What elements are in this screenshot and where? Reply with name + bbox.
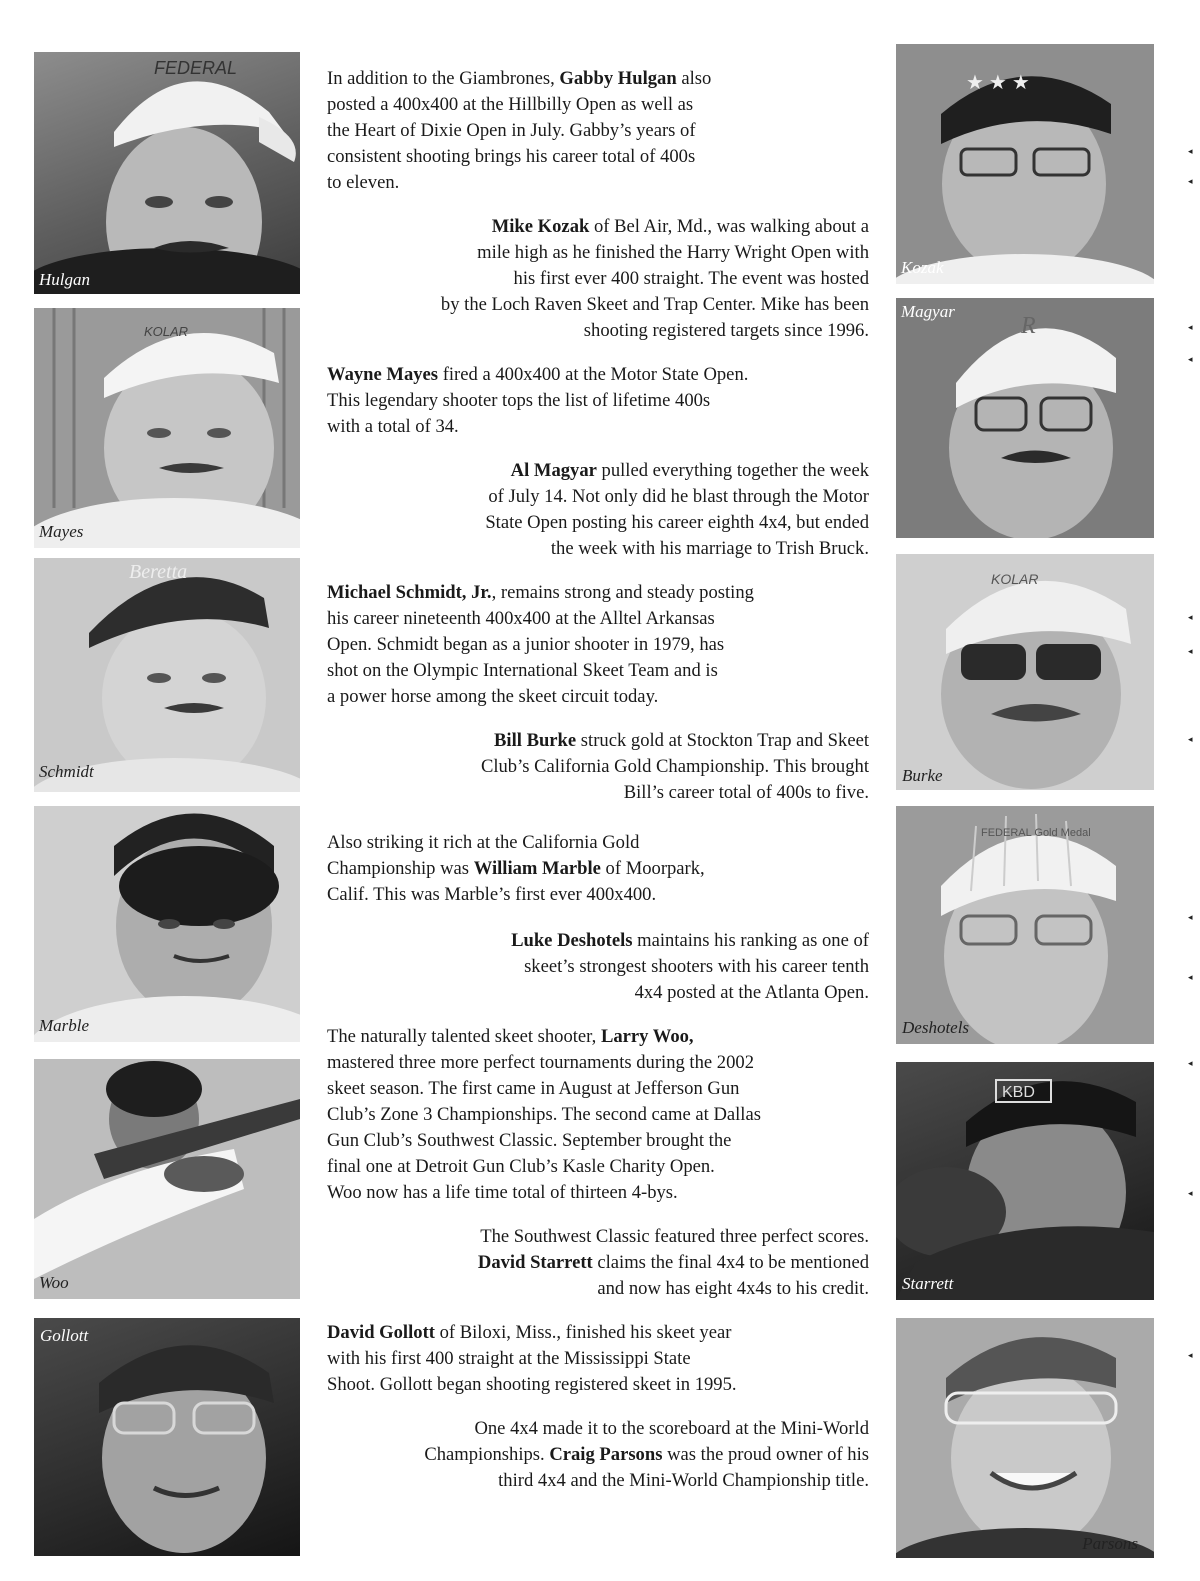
scan-mark: ◂ (1188, 972, 1193, 982)
name-magyar: Al Magyar (510, 460, 597, 481)
paragraph-kozak: Mike Kozak of Bel Air, Md., was walking about a mile high as he finished the Harry Wright Open with his first ever 400 straight. The event was hosted by the Loch Raven Skeet and Trap Center. Mike has been shooting registered targets since 1996. (440, 216, 869, 341)
photo-marble (34, 806, 300, 1042)
cap-logo-deshotels: FEDERAL Gold Medal (981, 827, 1091, 839)
caption-parsons: Parsons (1082, 1534, 1138, 1553)
scan-mark: ◂ (1188, 734, 1193, 744)
name-parsons: Craig Parsons (549, 1444, 663, 1465)
photo-kozak (896, 44, 1154, 284)
caption-mayes: Mayes (39, 522, 84, 541)
paragraph-mayes: Wayne Mayes fired a 400x400 at the Motor State Open. This legendary shooter tops the list of lifetime 400s with a total of 34. (327, 364, 749, 437)
portrait-parsons-image (896, 1318, 1154, 1558)
paragraph-marble: Also striking it rich at the California Gold Championship was William Marble of Moorpark, Calif. This was Marble’s first ever 400x400. (327, 832, 705, 905)
portrait-magyar-image (896, 298, 1154, 538)
photo-parsons (896, 1318, 1154, 1558)
name-hulgan: Gabby Hulgan (559, 68, 677, 89)
photo-mayes (34, 308, 300, 548)
scan-mark: ◂ (1188, 146, 1193, 156)
paragraph-hulgan: In addition to the Giambrones, Gabby Hulgan also posted a 400x400 at the Hillbilly Open as well as the Heart of Dixie Open in July. Gabby’s years of consistent shooting brings his career total of 400s to eleven. (327, 68, 712, 193)
name-deshotels: Luke Deshotels (511, 930, 633, 951)
cap-logo-hulgan: FEDERAL (154, 58, 238, 78)
paragraph-burke: Bill Burke struck gold at Stockton Trap and Skeet Club’s California Gold Championship. This brought Bill’s career total of 400s to five. (480, 730, 869, 803)
paragraph-schmidt: Michael Schmidt, Jr., remains strong and steady posting his career nineteenth 400x400 at the Alltel Arkansas Open. Schmidt began as a junior shooter in 1979, has shot on the Olympic International Skeet Team and is a power horse among the skeet circuit today. (327, 582, 754, 707)
photo-magyar (896, 298, 1154, 538)
paragraph-magyar: Al Magyar pulled everything together the week of July 14. Not only did he blast through the Motor State Open posting his career eighth 4x4, but ended the week with his marriage to Trish Bruck. (485, 460, 869, 559)
caption-starrett: Starrett (902, 1274, 954, 1293)
paragraph-gollott: David Gollott of Biloxi, Miss., finished his skeet year with his first 400 straight at the Mississippi State Shoot. Gollott began shooting registered skeet in 1995. (327, 1322, 737, 1395)
cap-logo-starrett: KBD (1002, 1084, 1035, 1101)
caption-deshotels: Deshotels (902, 1018, 970, 1037)
portrait-marble-image (34, 806, 300, 1042)
name-schmidt: Michael Schmidt, Jr. (327, 582, 492, 603)
photo-burke (896, 554, 1154, 790)
photo-deshotels (896, 806, 1154, 1044)
caption-hulgan: Hulgan (39, 270, 90, 289)
photo-hulgan (34, 52, 300, 294)
portrait-schmidt-image (34, 558, 300, 792)
paragraph-woo: The naturally talented skeet shooter, Larry Woo, mastered three more perfect tournaments during the 2002 skeet season. The first came in August at Jefferson Gun Club’s Zone 3 Championships. The second came at Dallas Gun Club’s Southwest Classic. September brought the final one at Detroit Gun Club’s Kasle Charity Open. Woo now has a life time total of thirteen 4-bys. (327, 1026, 761, 1203)
scan-mark: ◂ (1188, 912, 1193, 922)
scan-mark: ◂ (1188, 612, 1193, 622)
portrait-mayes-image (34, 308, 300, 548)
name-woo: Larry Woo, (600, 1026, 694, 1047)
portrait-deshotels-image (896, 806, 1154, 1044)
caption-schmidt: Schmidt (39, 762, 94, 781)
photo-schmidt (34, 558, 300, 792)
portrait-kozak-image (896, 44, 1154, 284)
scan-mark: ◂ (1188, 646, 1193, 656)
name-kozak: Mike Kozak (491, 216, 590, 237)
scan-mark: ◂ (1188, 1350, 1193, 1360)
scan-mark: ◂ (1188, 354, 1193, 364)
name-burke: Bill Burke (494, 730, 577, 751)
name-gollott: David Gollott (327, 1322, 435, 1343)
name-marble: William Marble (473, 858, 601, 879)
portrait-gollott-image (34, 1318, 300, 1556)
name-mayes: Wayne Mayes (327, 364, 439, 385)
photo-starrett (896, 1062, 1154, 1300)
scan-mark: ◂ (1188, 176, 1193, 186)
cap-logo-burke: KOLAR (991, 571, 1039, 587)
caption-kozak: Kozak (901, 258, 944, 277)
paragraph-starrett: The Southwest Classic featured three perfect scores. David Starrett claims the final 4x4 to be mentioned and now has eight 4x4s to his credit. (477, 1226, 869, 1299)
cap-logo-schmidt: Beretta (129, 561, 188, 583)
cap-logo-magyar: R (1021, 313, 1036, 339)
scan-mark: ◂ (1188, 322, 1193, 332)
portrait-hulgan-image (34, 52, 300, 294)
caption-marble: Marble (39, 1016, 90, 1035)
portrait-starrett-image (896, 1062, 1154, 1300)
caption-burke: Burke (902, 766, 943, 785)
paragraph-parsons: One 4x4 made it to the scoreboard at the Mini-World Championships. Craig Parsons was the proud owner of his third 4x4 and the Mini-World Championship title. (424, 1418, 869, 1491)
portrait-burke-image (896, 554, 1154, 790)
caption-gollott: Gollott (40, 1326, 89, 1345)
name-starrett: David Starrett (477, 1252, 593, 1273)
cap-logo-mayes: KOLAR (144, 324, 189, 339)
photo-woo (34, 1059, 300, 1299)
photo-gollott (34, 1318, 300, 1556)
paragraph-deshotels: Luke Deshotels maintains his ranking as one of skeet’s strongest shooters with his career tenth 4x4 posted at the Atlanta Open. (511, 930, 869, 1003)
svg-text:★ ★ ★: ★ ★ ★ (966, 72, 1030, 94)
scan-mark: ◂ (1188, 1058, 1193, 1068)
caption-woo: Woo (39, 1273, 69, 1292)
portrait-woo-image (34, 1059, 300, 1299)
caption-magyar: Magyar (901, 302, 955, 321)
scan-mark: ◂ (1188, 1188, 1193, 1198)
